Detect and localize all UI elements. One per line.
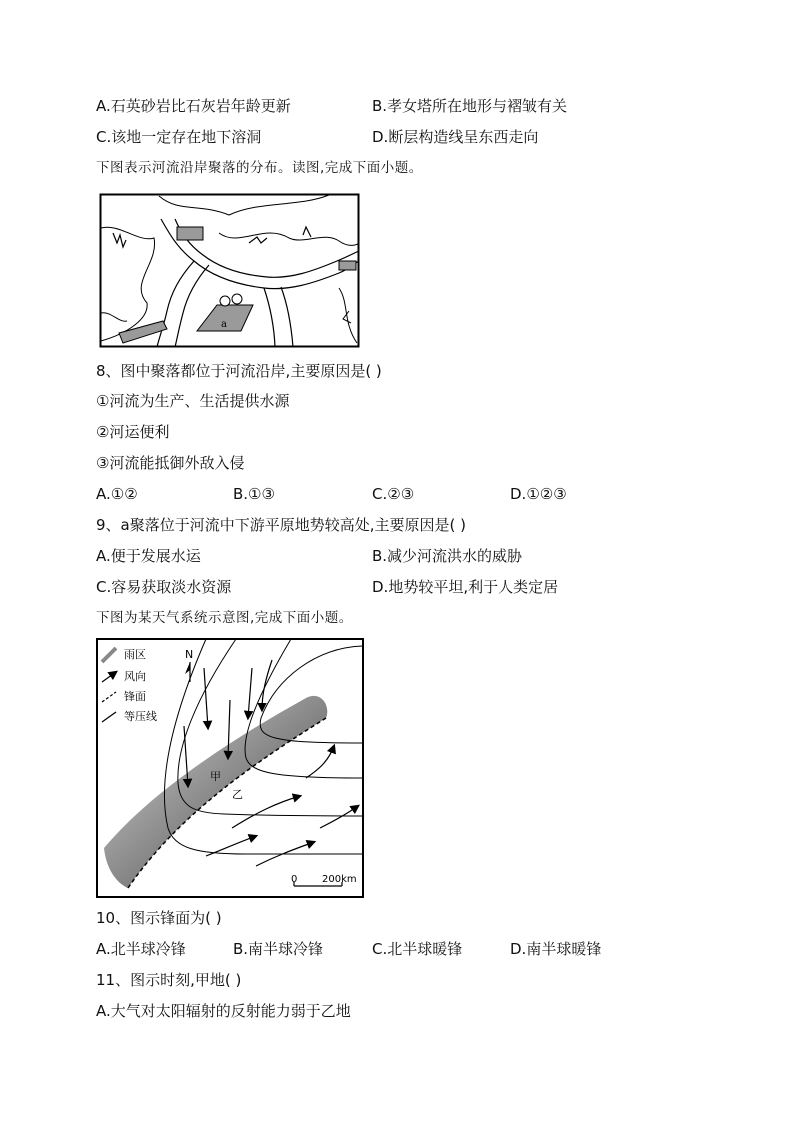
- q9-option-a: A.便于发展水运: [96, 547, 201, 565]
- q8-item-1: ①河流为生产、生活提供水源: [96, 392, 290, 410]
- q9-stem: 9、a聚落位于河流中下游平原地势较高处,主要原因是( ): [96, 516, 466, 534]
- scale-start: 0: [291, 874, 298, 885]
- legend-isobar: 等压线: [124, 710, 157, 723]
- q11-option-a: A.大气对太阳辐射的反射能力弱于乙地: [96, 1002, 351, 1020]
- legend-wind-direction: 风向: [124, 670, 146, 683]
- legend-rain-area: 雨区: [124, 648, 146, 661]
- intro-river-settlements: 下图表示河流沿岸聚落的分布。读图,完成下面小题。: [96, 160, 423, 176]
- q8-option-a: A.①②: [96, 485, 138, 503]
- q9-option-b: B.减少河流洪水的威胁: [372, 547, 523, 565]
- q8-option-b: B.①③: [233, 485, 275, 503]
- q10-option-c: C.北半球暖锋: [372, 940, 463, 958]
- river-settlement-map: [99, 193, 361, 349]
- scale-end: 200km: [322, 874, 357, 885]
- weather-system-map: [96, 638, 364, 898]
- settlement-a-label: a: [221, 319, 227, 330]
- intro-weather-system: 下图为某天气系统示意图,完成下面小题。: [96, 610, 353, 626]
- q8-option-d: D.①②③: [510, 485, 567, 503]
- q10-stem: 10、图示锋面为( ): [96, 909, 222, 927]
- q10-option-b: B.南半球冷锋: [233, 940, 324, 958]
- q10-option-a: A.北半球冷锋: [96, 940, 186, 958]
- q7-option-a: A.石英砂岩比石灰岩年龄更新: [96, 97, 291, 115]
- q8-stem: 8、图中聚落都位于河流沿岸,主要原因是( ): [96, 362, 382, 380]
- q8-item-3: ③河流能抵御外敌入侵: [96, 454, 245, 472]
- north-label: N: [185, 648, 194, 661]
- q9-option-d: D.地势较平坦,利于人类定居: [372, 578, 559, 596]
- label-yi: 乙: [232, 788, 243, 801]
- q7-option-c: C.该地一定存在地下溶洞: [96, 128, 262, 146]
- q7-option-d: D.断层构造线呈东西走向: [372, 128, 539, 146]
- q11-stem: 11、图示时刻,甲地( ): [96, 971, 242, 989]
- q9-option-c: C.容易获取淡水资源: [96, 578, 232, 596]
- q7-option-b: B.孝女塔所在地形与褶皱有关: [372, 97, 568, 115]
- label-jia: 甲: [210, 770, 221, 783]
- q8-option-c: C.②③: [372, 485, 415, 503]
- q10-option-d: D.南半球暖锋: [510, 940, 602, 958]
- legend-front: 锋面: [124, 690, 146, 703]
- q8-item-2: ②河运便利: [96, 423, 170, 441]
